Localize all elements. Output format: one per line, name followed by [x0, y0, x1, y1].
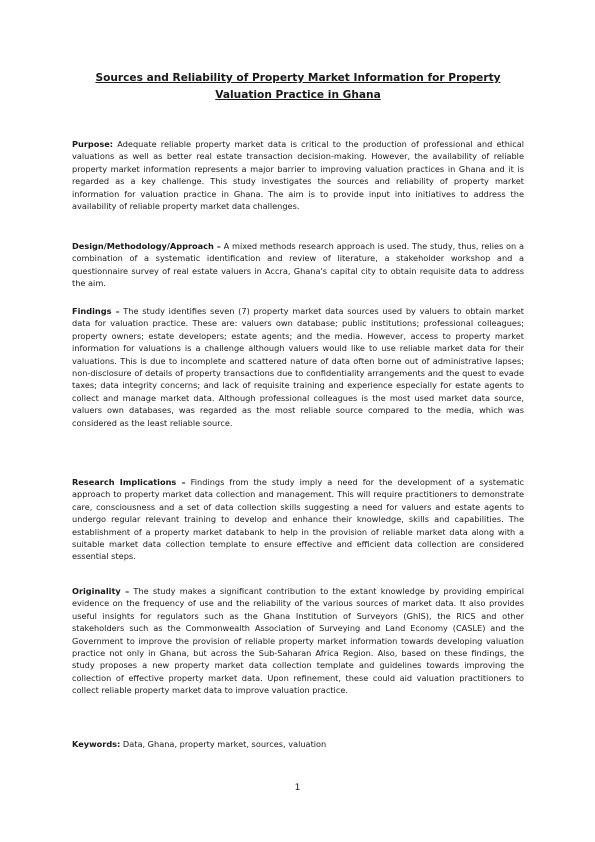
originality-text: The study makes a significant contribution to the extant knowledge by providing empirical evidence on the frequency of use and the reliability of the various sources of market data. It also provides useful insights for regulators such as the Ghana Institution of Surveyors (GhIS), the RICS and other stakeholders such as the Commonwealth Association of Surveying and Land Economy (CASLE) and the Government to improve the provision of reliable property market information towards developing valuation practice not only in Ghana, but across the Sub-Saharan Africa Region. Also, based on these findings, the study proposes a new property market data collection template and guidelines towards improving the collection of effective property market data. Upon refinement, these could aid valuation practitioners to collect reliable property market data to improve valuation practice.: [72, 586, 524, 696]
methodology-heading: Design/Methodology/Approach –: [72, 241, 221, 251]
purpose-text: Adequate reliable property market data is critical to the production of professional and ethical valuations as well as better real estate transaction decision-making. However, the availability of reliable property market information represents a major barrier to improving valuation practices in Ghana and it is regarded as a key challenge. This study investigates the sources and reliability of property market information for valuation practice in Ghana. The aim is to provide input into initiatives to address the availability of reliable property market data challenges.: [72, 139, 524, 212]
purpose-heading: Purpose:: [72, 139, 114, 149]
findings-text: The study identifies seven (7) property market data sources used by valuers to obtain market data for valuation practice. These are: valuers own database; public institutions; professional colleagues; property owners; estate developers; estate agents; and the media. However, access to property market information for valuations is a challenge although valuers would like to use reliable market data for their valuations. This is due to incomplete and scattered nature of data often borne out of administrative lapses; non-disclosure of details of property transactions due to confidentiality arrangements and the quest to evade taxes; data integrity concerns; and lack of requisite training and experience especially for estate agents to collect and manage market data. Although professional colleagues is the most used market data source, valuers own databases, was regarded as the most reliable source compared to the media, which was considered as the least reliable source.: [72, 306, 524, 428]
page-number: 1: [294, 783, 301, 793]
keywords-heading: Keywords:: [72, 739, 121, 749]
findings-heading: Findings –: [72, 306, 120, 316]
research-implications-text: Findings from the study imply a need for the development of a systematic approach to property market data collection and management. This will require practitioners to demonstrate care, consciousness and a set of data collection skills suggesting a need for valuers and estate agents to undergo regular relevant training to develop and enhance their knowledge, skills and capabilities. The establishment of a property market databank to help in the provision of reliable market data along with a suitable market data collection template to ensure effective and efficient data collection are considered essential steps.: [72, 477, 524, 562]
research-implications-heading: Research Implications –: [72, 477, 186, 487]
keywords-section: [72, 738, 524, 750]
purpose-section: [72, 138, 524, 212]
research-implications-section: [72, 476, 524, 563]
keywords-text: Data, Ghana, property market, sources, valuation: [120, 739, 327, 749]
findings-section: [72, 305, 524, 429]
originality-section: [72, 585, 524, 697]
methodology-section: [72, 240, 524, 290]
originality-heading: Originality –: [72, 586, 130, 596]
paper-title: Sources and Reliability of Property Market Information for Property Valuation Practice in Ghana: [95, 72, 501, 101]
methodology-text: A mixed methods research approach is used. The study, thus, relies on a combination of a systematic identification and review of literature, a stakeholder workshop and a questionnaire survey of real estate valuers in Accra, Ghana's capital city to obtain requisite data to address the aim.: [72, 241, 524, 289]
